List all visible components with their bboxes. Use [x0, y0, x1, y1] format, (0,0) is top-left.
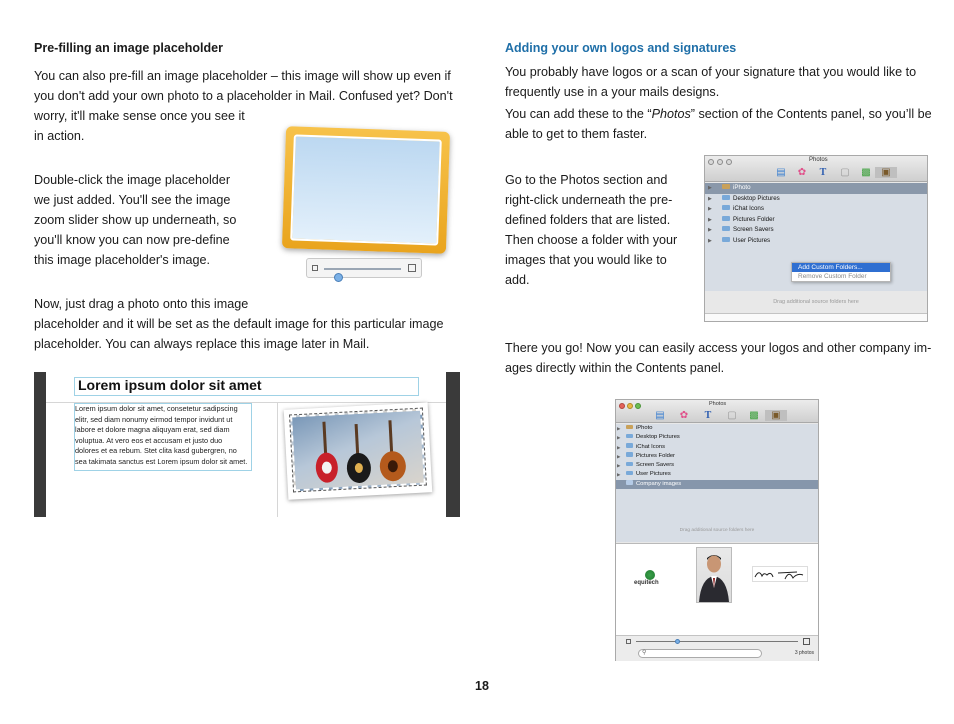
- disclosure-triangle-icon[interactable]: ▶: [708, 216, 712, 223]
- right-dark-margin: [446, 372, 460, 517]
- text-line: images that you would like to: [505, 253, 667, 267]
- text-line: defined folders that are listed.: [505, 213, 671, 227]
- folder-icon: [722, 216, 730, 221]
- zoom-large-icon: [803, 638, 810, 645]
- page-number: 18: [475, 679, 489, 693]
- text-line: placeholder. You can always replace this image later in Mail.: [34, 337, 370, 351]
- window-bottom-bar: [616, 635, 818, 661]
- logos-intro-paragraph: [505, 62, 935, 102]
- disclosure-triangle-icon[interactable]: ▶: [708, 237, 712, 244]
- zoom-large-icon: [408, 264, 416, 272]
- disclosure-triangle-icon[interactable]: ▶: [708, 206, 712, 212]
- text-line: Double-click the image placeholder: [34, 173, 231, 187]
- item-label: Company images: [636, 480, 682, 487]
- list-item[interactable]: [616, 424, 818, 433]
- textures-icon[interactable]: ▩: [861, 167, 871, 178]
- text-line: Now, just drag a photo onto this image: [34, 297, 249, 311]
- equitech-logo-icon: [645, 570, 655, 580]
- item-label: Pictures Folder: [636, 452, 675, 459]
- text-line: worry, it'll make sense once you see it: [34, 109, 245, 123]
- zoom-slider-knob[interactable]: [334, 273, 343, 282]
- remove-custom-folder-menu-item[interactable]: Remove Custom Folder: [798, 273, 867, 280]
- text-line: ages directly within the Contents panel.: [505, 361, 725, 375]
- image-placeholder-frame[interactable]: [282, 126, 450, 254]
- folder-icon: [626, 471, 633, 476]
- text-line: You can also pre-fill an image placeholder – this image will show up even if: [34, 69, 451, 83]
- prefilled-photo-placeholder[interactable]: [284, 402, 433, 499]
- disclosure-triangle-icon[interactable]: ▶: [708, 227, 712, 233]
- logo-text: equitech: [634, 580, 659, 586]
- layout-icon[interactable]: ▤: [776, 167, 786, 178]
- disclosure-triangle-icon[interactable]: ▶: [708, 185, 712, 191]
- photos-emphasis: Photos: [651, 107, 691, 121]
- photos-section-paragraph: [505, 104, 935, 144]
- disclosure-triangle-icon[interactable]: ▶: [617, 435, 621, 441]
- disclosure-triangle-icon[interactable]: ▶: [617, 472, 621, 478]
- context-menu: [791, 262, 891, 282]
- zoom-button[interactable]: [726, 159, 732, 165]
- text-line: sea takimata sanctus est Lorem ipsum dolor sit amet.: [75, 456, 248, 466]
- iphoto-icon: [722, 184, 730, 189]
- text-line: right-click underneath the pre-: [505, 193, 673, 207]
- item-label: iPhoto: [636, 425, 653, 431]
- list-item[interactable]: [616, 452, 818, 461]
- mail-stationery-preview: [34, 372, 460, 517]
- folder-icon: [626, 452, 633, 457]
- text-line: dolores et ea rebum. Stet clita kasd gubergren, no: [75, 446, 237, 455]
- text-line: placeholder and it will be set as the default image for this particular image: [34, 317, 444, 331]
- photo-source-list: [616, 424, 818, 542]
- minimize-button[interactable]: [717, 159, 723, 165]
- text-line: [505, 104, 935, 124]
- text-run: ” section of the Contents panel, so you’ll be: [690, 107, 932, 121]
- zoom-small-icon: [312, 265, 318, 271]
- item-label: Desktop Pictures: [636, 434, 680, 441]
- text-line: zoom slider show up underneath, so: [34, 213, 237, 227]
- item-label: Screen Savers: [733, 226, 774, 233]
- search-icon: ⚲: [642, 650, 647, 656]
- photos-icon[interactable]: ▣: [765, 410, 787, 421]
- photos-icon[interactable]: ▣: [875, 167, 897, 178]
- zoom-small-icon: [626, 639, 631, 644]
- folder-icon: [626, 462, 633, 467]
- disclosure-triangle-icon[interactable]: ▶: [617, 463, 621, 469]
- iphoto-icon: [626, 425, 633, 430]
- text-line: you'll know you can now pre-define: [34, 233, 230, 247]
- text-line: add.: [505, 273, 530, 287]
- text-line: Go to the Photos section and: [505, 173, 668, 187]
- text-line: There you go! Now you can easily access your logos and other company im-: [505, 341, 932, 355]
- list-item[interactable]: [705, 194, 927, 205]
- list-item[interactable]: [705, 236, 927, 247]
- add-custom-folders-menu-item[interactable]: Add Custom Folders...: [792, 263, 890, 272]
- image-zoom-slider-bar: [306, 258, 422, 278]
- list-item[interactable]: [616, 443, 818, 452]
- folder-icon: [722, 237, 730, 242]
- text-icon[interactable]: T: [704, 410, 712, 421]
- list-item[interactable]: [705, 225, 927, 236]
- textures-icon[interactable]: ▩: [749, 410, 759, 421]
- search-input[interactable]: [638, 649, 762, 658]
- frames-icon[interactable]: ▢: [727, 410, 737, 421]
- item-label: iChat Icons: [636, 443, 665, 450]
- folder-icon: [722, 195, 730, 200]
- text-line: elitr, sed diam nonumy eirmod tempor invidunt ut: [75, 414, 233, 424]
- item-label: Pictures Folder: [733, 215, 775, 223]
- disclosure-triangle-icon[interactable]: ▶: [708, 195, 712, 202]
- shapes-icon[interactable]: ✿: [797, 167, 807, 178]
- list-item[interactable]: [705, 204, 927, 215]
- item-label: User Pictures: [636, 471, 671, 478]
- logo-thumbnail[interactable]: [634, 570, 666, 586]
- portrait-thumbnail[interactable]: [696, 547, 732, 603]
- portrait-illustration: [697, 548, 731, 602]
- drag-photo-paragraph: [34, 294, 464, 354]
- folder-icon: [626, 480, 633, 485]
- shapes-icon[interactable]: ✿: [679, 410, 689, 421]
- item-label: User Pictures: [733, 236, 771, 244]
- window-title: Photos: [709, 401, 727, 407]
- conclusion-paragraph: [505, 338, 935, 378]
- folder-icon: [722, 205, 730, 210]
- photos-panel-window-company: [615, 399, 819, 661]
- list-item[interactable]: [705, 215, 927, 226]
- minimize-button[interactable]: [627, 403, 633, 409]
- folder-icon: [626, 443, 633, 448]
- guitars-illustration: [294, 413, 426, 492]
- drag-hint: Drag additional source folders here: [773, 299, 859, 305]
- close-button[interactable]: [708, 159, 714, 165]
- zoom-button[interactable]: [635, 403, 641, 409]
- item-label: Screen Savers: [636, 462, 675, 469]
- item-label: iPhoto: [733, 184, 751, 191]
- slider-knob[interactable]: [675, 639, 680, 644]
- text-icon[interactable]: T: [819, 167, 827, 178]
- list-item[interactable]: [616, 461, 818, 470]
- folder-icon: [722, 226, 730, 231]
- section-heading-prefill: Pre-filling an image placeholder: [34, 41, 223, 55]
- text-line: you don't add your own photo to a placeholder in Mail. Confused yet? Don't: [34, 89, 453, 103]
- list-item-company-images[interactable]: [616, 480, 818, 489]
- text-line: You probably have logos or a scan of your signature that you would like to: [505, 65, 917, 79]
- image-placeholder-area: [290, 134, 442, 245]
- drag-hint: Drag additional source folders here: [679, 528, 755, 533]
- guitars-photo: [290, 409, 426, 492]
- left-dark-margin: [34, 372, 46, 517]
- window-titlebar: [705, 156, 927, 182]
- list-item[interactable]: [616, 433, 818, 442]
- thumbnail-size-slider[interactable]: [636, 641, 798, 642]
- text-line: this image placeholder's image.: [34, 253, 211, 267]
- text-line: voluptua. At vero eos et accusam et justo duo: [75, 435, 223, 445]
- text-line: in action.: [34, 129, 85, 143]
- list-item[interactable]: [616, 470, 818, 479]
- right-click-paragraph: [505, 170, 695, 290]
- text-run: You can add these to the “: [505, 107, 652, 121]
- close-button[interactable]: [619, 403, 625, 409]
- window-bottom-edge: [705, 313, 927, 321]
- section-heading-logos: Adding your own logos and signatures: [505, 41, 737, 55]
- folder-icon: [626, 434, 633, 439]
- text-line: frequently use in a your mails designs.: [505, 85, 720, 99]
- window-title: Photos: [809, 157, 828, 163]
- signature-illustration: [753, 567, 807, 581]
- item-label: Desktop Pictures: [733, 194, 780, 202]
- text-line: we just added. You'll see the image: [34, 193, 231, 207]
- double-click-paragraph: [34, 170, 274, 270]
- item-label: iChat Icons: [733, 205, 764, 212]
- zoom-slider-track[interactable]: [324, 268, 401, 270]
- text-line: able to get to them faster.: [505, 127, 648, 141]
- photos-panel-window: [704, 155, 928, 322]
- divider: [277, 402, 278, 517]
- layout-icon[interactable]: ▤: [655, 410, 665, 421]
- lorem-body-text: [75, 404, 255, 467]
- text-line: labore et dolore magna aliquyam erat, sed diam: [75, 425, 230, 434]
- window-titlebar: [616, 400, 818, 423]
- disclosure-triangle-icon[interactable]: ▶: [617, 426, 621, 431]
- lorem-title: Lorem ipsum dolor sit amet: [78, 377, 262, 393]
- text-line: Then choose a folder with your: [505, 233, 678, 247]
- signature-thumbnail[interactable]: [752, 566, 808, 582]
- disclosure-triangle-icon[interactable]: ▶: [617, 444, 621, 450]
- frames-icon[interactable]: ▢: [840, 167, 850, 178]
- photo-thumbnails-area: [616, 543, 818, 635]
- disclosure-triangle-icon[interactable]: ▶: [617, 453, 621, 459]
- list-item[interactable]: [705, 183, 927, 194]
- text-line: Lorem ipsum dolor sit amet, consetetur sadipscing: [75, 404, 238, 413]
- photo-count: 3 photos: [794, 650, 814, 656]
